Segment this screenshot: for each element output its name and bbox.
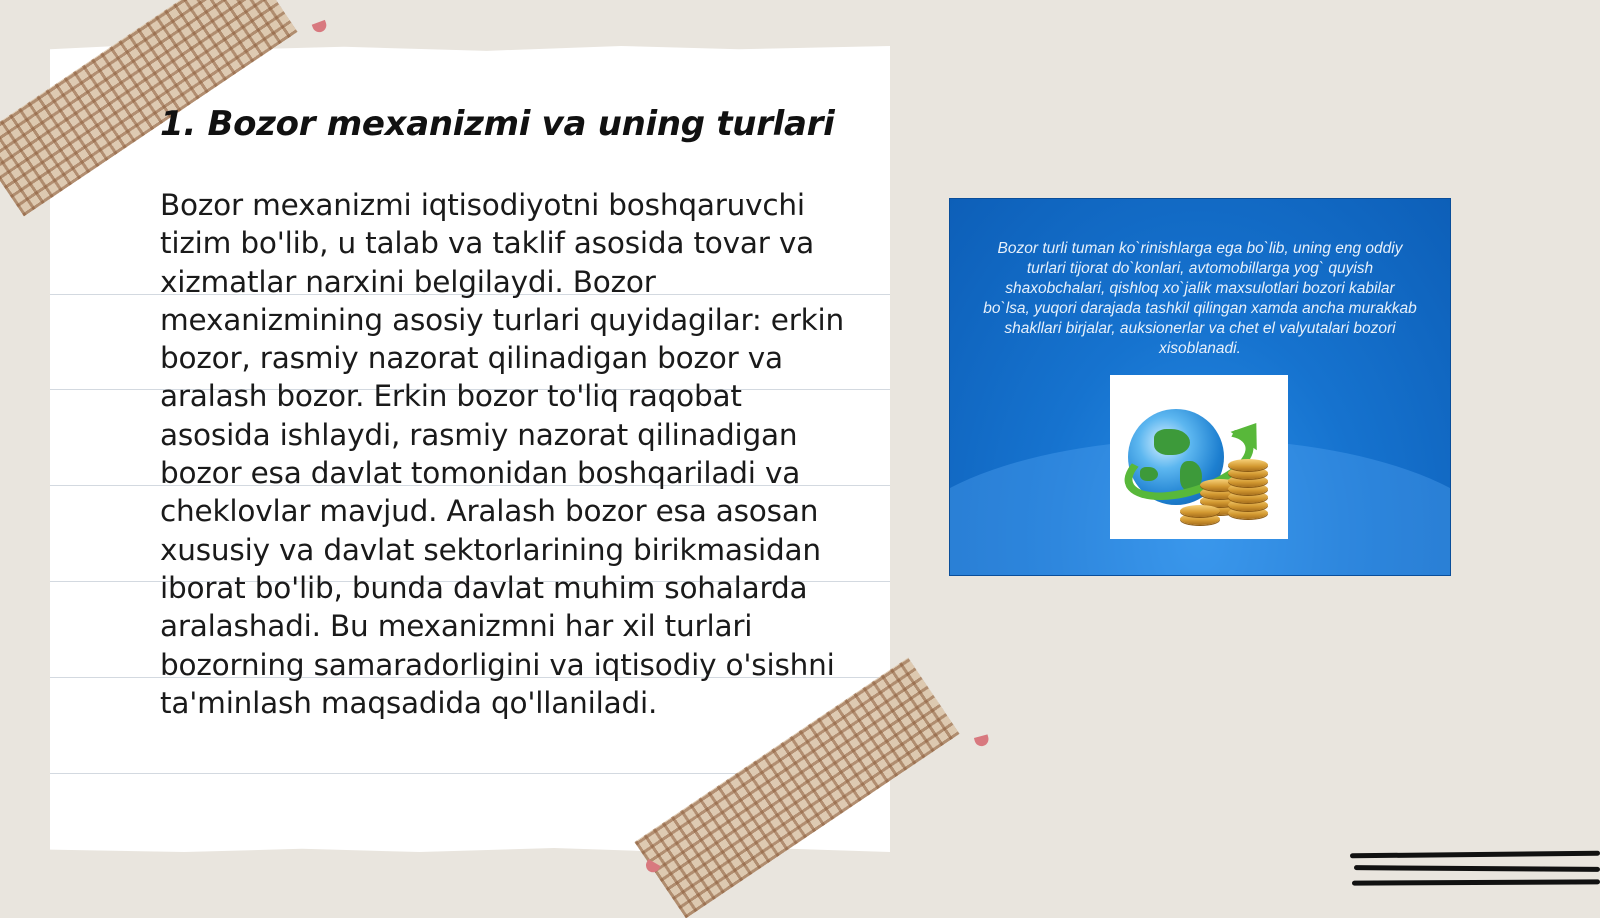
market-image bbox=[950, 199, 1450, 575]
image-caption: Bozor turli tuman ko`rinishlarga ega bo`lib, uning eng oddiy turlari tijorat do`konlari, avtomobillarga yog` quyish shaxobchalari, qishloq xo`jalik maxsulotlari bozori kabilar bo`lsa, yuqori darajada tashkil qilingan xamda ancha murakkab shakllari birjalar, auksionerlar va chet el valyutalari bozori xisoblanadi. bbox=[983, 240, 1417, 357]
pin-icon bbox=[974, 734, 990, 747]
globe-with-coins-icon bbox=[1110, 375, 1288, 539]
pin-icon bbox=[312, 20, 329, 34]
decorative-line bbox=[1350, 851, 1600, 859]
decorative-line bbox=[1352, 879, 1600, 885]
slide-title: 1. Bozor mexanizmi va uning turlari bbox=[160, 104, 835, 144]
decorative-lines bbox=[1350, 850, 1600, 890]
coin-icon bbox=[1228, 459, 1268, 471]
decorative-line bbox=[1354, 865, 1600, 872]
slide-body-text: Bozor mexanizmi iqtisodiyotni boshqaruvchi tizim bo'lib, u talab va taklif asosida tovar va xizmatlar narxini belgilaydi. Bozor mexanizmining asosiy turlari quyidagilar: erkin bozor, rasmiy nazorat qilinadigan bozor va aralash bozor. Erkin bozor to'liq raqobat asosida ishlaydi, rasmiy nazorat qilinadigan bozor esa davlat tomonidan boshqariladi va cheklovlar mavjud. Aralash bozor esa asosan xususiy va davlat sektorlarining birikmasidan iborat bo'lib, bunda davlat muhim sohalarda aralashadi. Bu mexanizmni har xil turlari bozorning samaradorligini va iqtisodiy o'sishni ta'minlash maqsadida qo'llaniladi. bbox=[160, 188, 845, 720]
coin-icon bbox=[1180, 505, 1220, 517]
